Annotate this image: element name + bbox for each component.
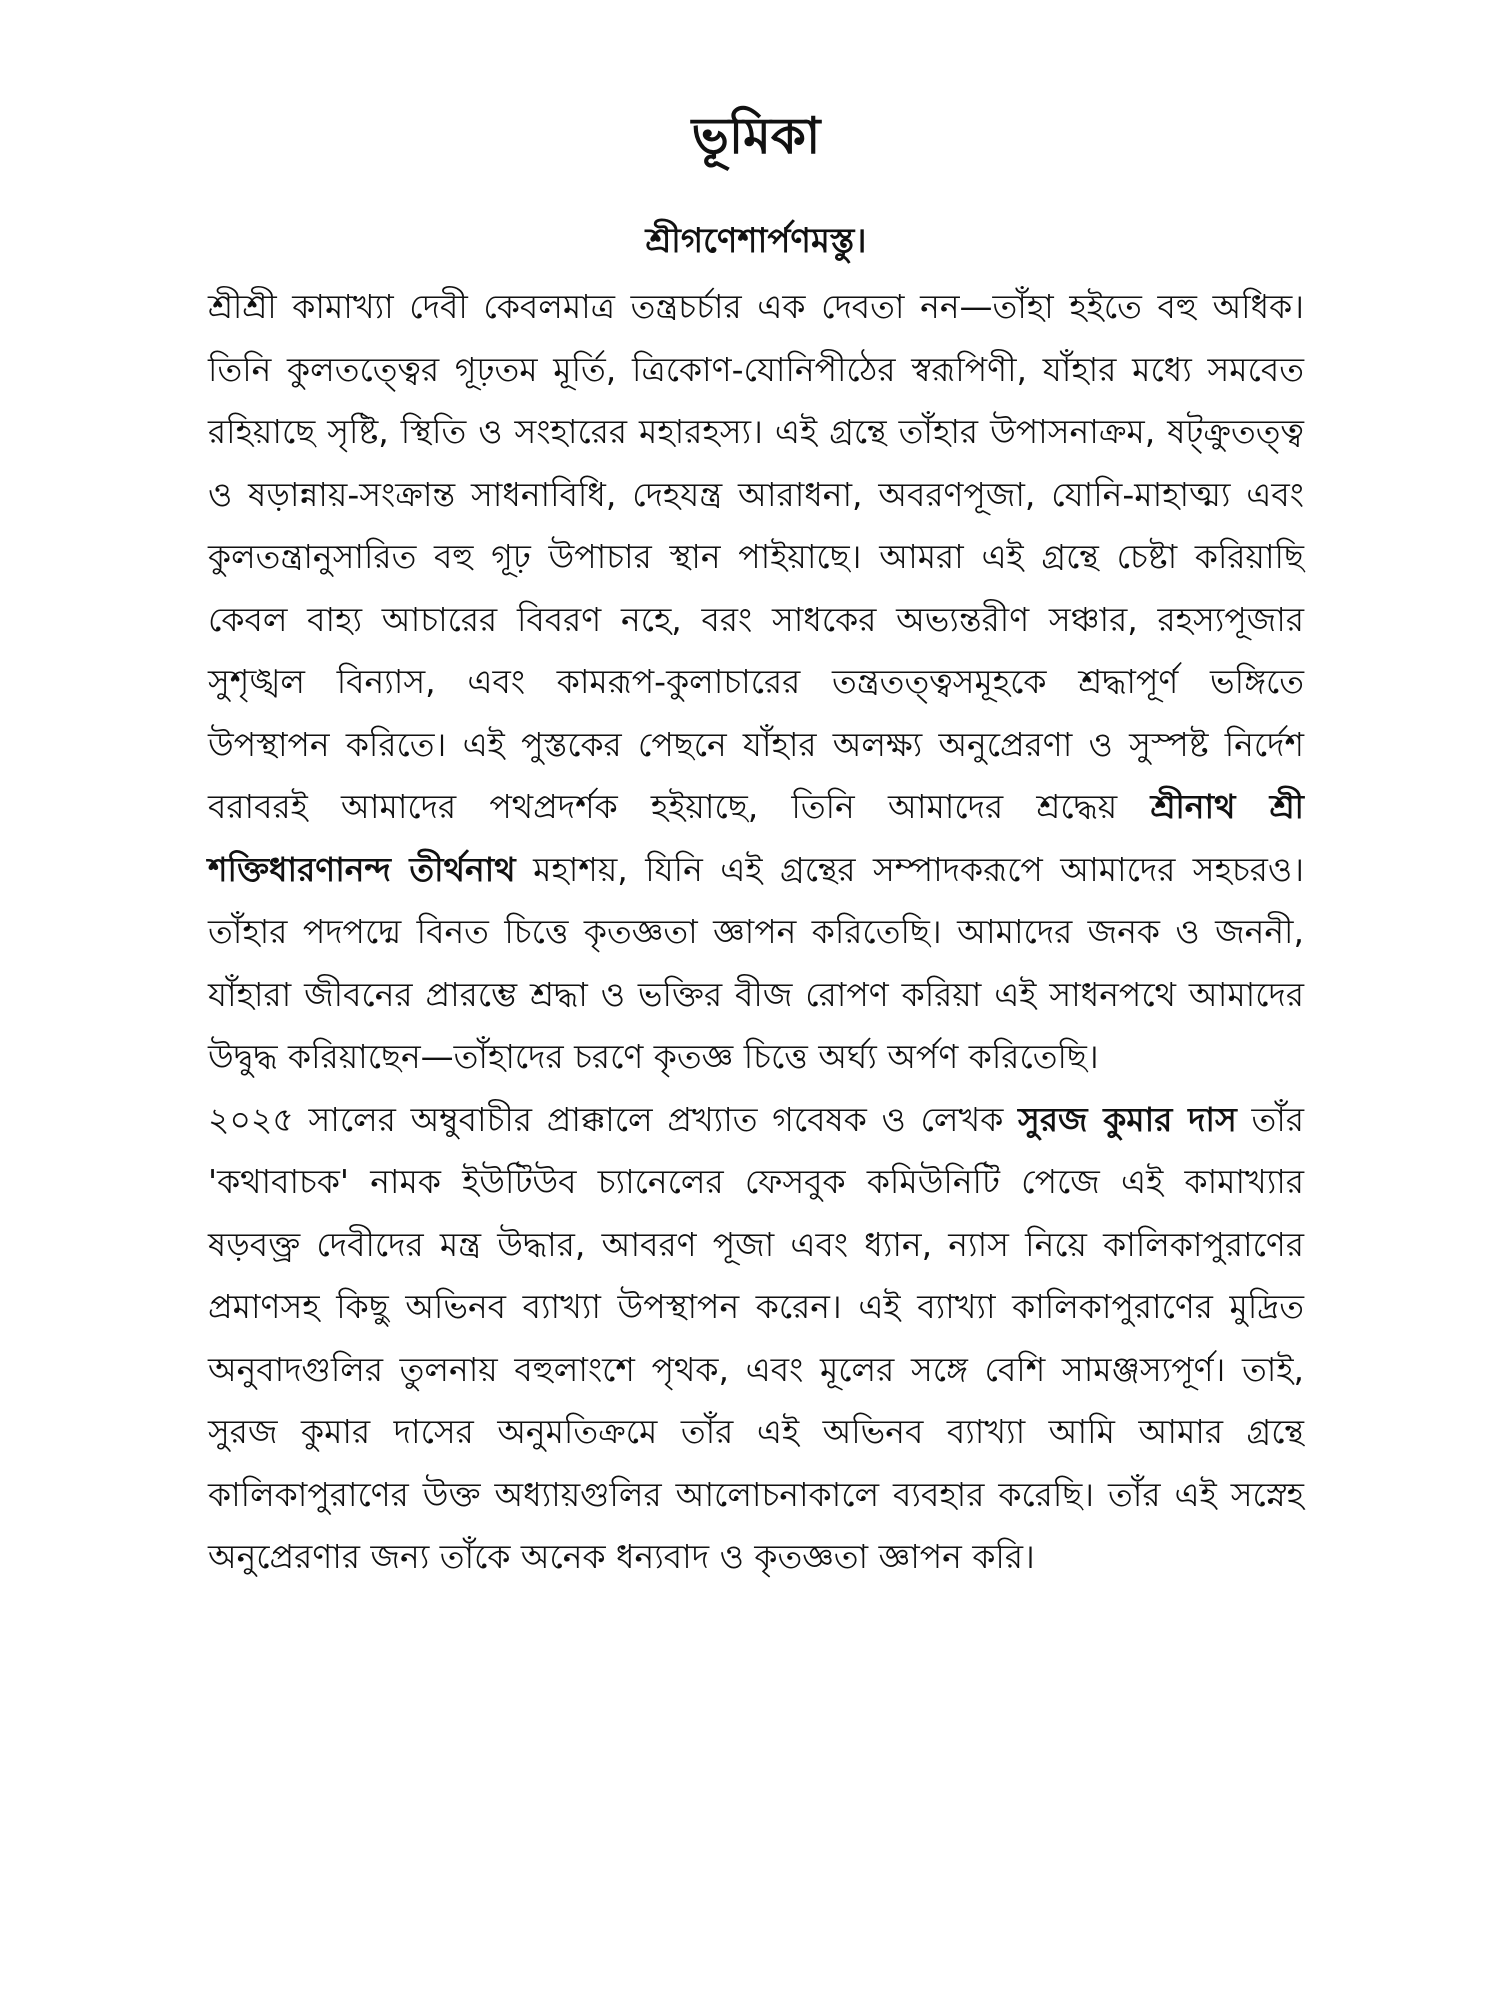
paragraph-text: শ্রীশ্রী কামাখ্যা দেবী কেবলমাত্র তন্ত্রচর্চার এক দেবতা নন—তাঁহা হইতে বহু অধিক। তিনি কুলতত্ত্বের গূঢ়তম মূর্তি, ত্রিকোণ-যোনিপীঠের স্বরূপিণী, যাঁহার মধ্যে সমবেত রহিয়াছে সৃষ্টি, স্থিতি ও সংহারের মহারহস্য। এই গ্রন্থে তাঁহার উপাসনাক্রম, ষট্‌ক্রুতত্ত্ব ও ষড়ান্নায়-সংক্রান্ত সাধনাবিধি, দেহযন্ত্র আরাধনা, অবরণপূজা, যোনি-মাহাত্ম্য এবং কুলতন্ত্রানুসারিত বহু গূঢ় উপাচার স্থান পাইয়াছে। আমরা এই গ্রন্থে চেষ্টা করিয়াছি কেবল বাহ্য আচারের বিবরণ নহে, বরং সাধকের অভ্যন্তরীণ সঞ্চার, রহস্যপূজার সুশৃঙ্খল বিন্যাস, এবং কামরূপ-কুলাচারের তন্ত্রতত্ত্বসমূহকে শ্রদ্ধাপূর্ণ ভঙ্গিতে উপস্থাপন করিতে। এই পুস্তকের পেছনে যাঁহার অলক্ষ্য অনুপ্রেরণা ও সুস্পষ্ট নির্দেশ বরাবরই আমাদের পথপ্রদর্শক হইয়াছে, তিনি আমাদের শ্রদ্ধেয়	[208, 287, 1304, 826]
page-title: ভূমিকা	[691, 107, 821, 165]
invocation-line: শ্রীগণেশার্পণমস্তু।	[645, 221, 867, 261]
paragraph-text: মহাশয়, যিনি এই গ্রন্থের সম্পাদকরূপে আমাদের সহচরও। তাঁহার পদপদ্মে বিনত চিত্তে কৃতজ্ঞতা জ্ঞাপন করিতেছি। আমাদের জনক ও জননী, যাঁহারা জীবনের প্রারম্ভে শ্রদ্ধা ও ভক্তির বীজ রোপণ করিয়া এই সাধনপথে আমাদের উদ্বুদ্ধ করিয়াছেন—তাঁহাদের চরণে কৃতজ্ঞ চিত্তে অর্ঘ্য অর্পণ করিতেছি।	[208, 849, 1304, 1076]
bold-name-author: সুরজ কুমার দাস	[1018, 1099, 1237, 1139]
paragraph-text: তাঁর 'কথাবাচক' নামক ইউটিউব চ্যানেলের ফেসবুক কমিউনিটি পেজে এই কামাখ্যার ষড়বক্ত্র দেবীদের মন্ত্র উদ্ধার, আবরণ পূজা এবং ধ্যান, ন্যাস নিয়ে কালিকাপুরাণের প্রমাণসহ কিছু অভিনব ব্যাখ্যা উপস্থাপন করেন। এই ব্যাখ্যা কালিকাপুরাণের মুদ্রিত অনুবাদগুলির তুলনায় বহুলাংশে পৃথক, এবং মূলের সঙ্গে বেশি সামঞ্জস্যপূর্ণ। তাই, সুরজ কুমার দাসের অনুমতিক্রমে তাঁর এই অভিনব ব্যাখ্যা আমি আমার গ্রন্থে কালিকাপুরাণের উক্ত অধ্যায়গুলির আলোচনাকালে ব্যবহার করেছি। তাঁর এই সস্নেহ অনুপ্রেরণার জন্য তাঁকে অনেক ধন্যবাদ ও কৃতজ্ঞতা জ্ঞাপন করি।	[208, 1099, 1305, 1576]
document-page	[208, 100, 1304, 1589]
bold-name-editor: শ্রীনাথ শ্রী শক্তিধারণানন্দ তীর্থনাথ	[208, 787, 1304, 889]
paragraph-text: ২০২৫ সালের অম্বুবাচীর প্রাক্কালে প্রখ্যাত গবেষক ও লেখক	[208, 1099, 1019, 1139]
preface-paragraph-2	[208, 1089, 1304, 1589]
preface-paragraph-1	[208, 276, 1304, 1089]
